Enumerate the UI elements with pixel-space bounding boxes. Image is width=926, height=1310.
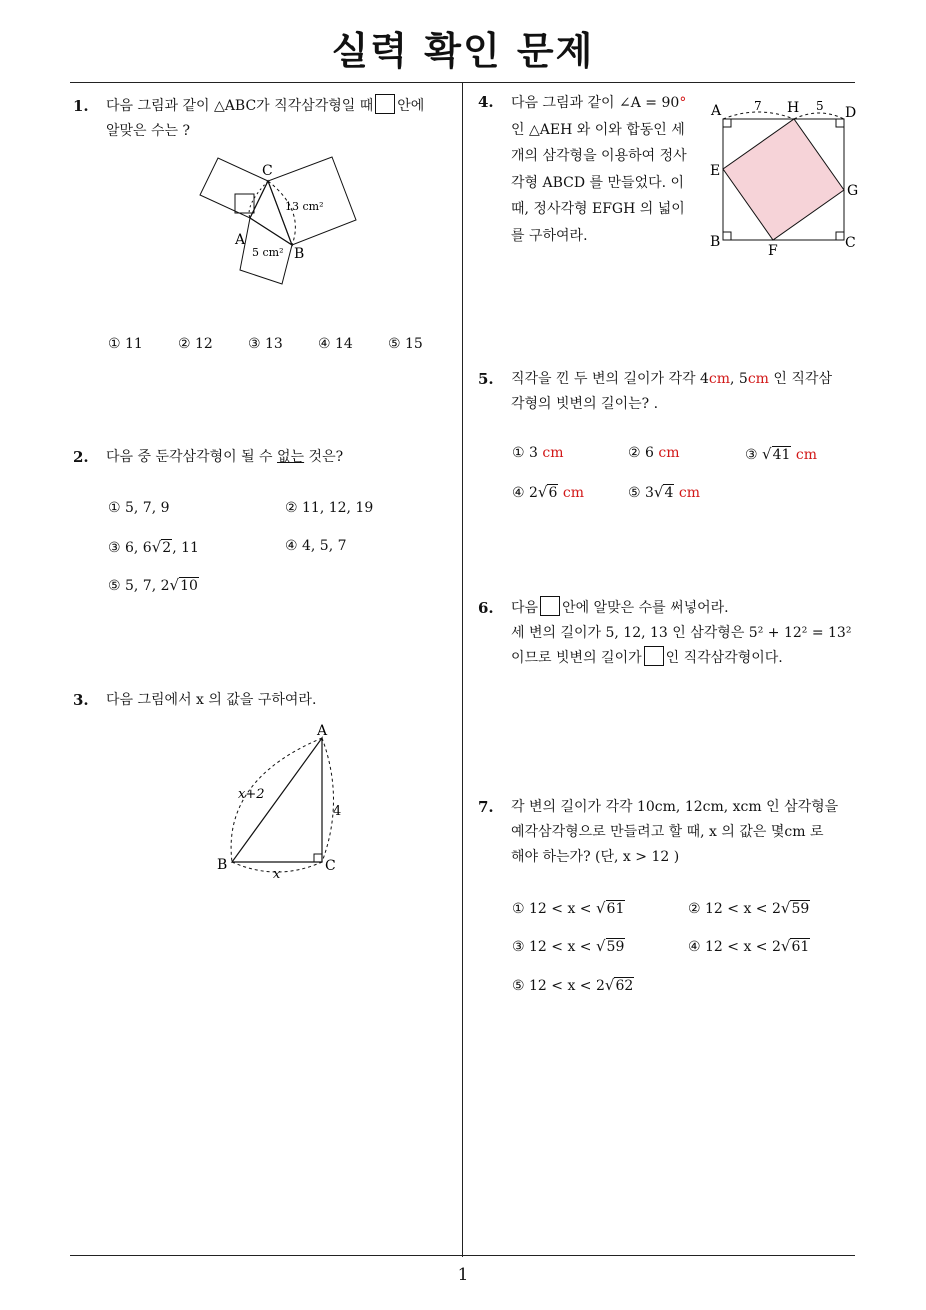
underlined-text: 없는 (277, 449, 305, 465)
q1-figure (195, 150, 365, 290)
label-c: C (325, 858, 336, 874)
label-a: A (317, 723, 328, 739)
question-4 (478, 90, 708, 249)
choice-1[interactable]: ① 3 cm (512, 445, 564, 461)
question-text: 세 변의 길이가 5, 12, 13 인 삼각형은 5² + 12² = 13² (511, 625, 852, 641)
question-text: 알맞은 수는 ? (106, 123, 191, 139)
question-1 (73, 94, 458, 144)
question-text: 다음 중 둔각삼각형이 될 수 (106, 449, 273, 465)
choice-1[interactable]: ① 12 < x < √61 (512, 899, 625, 917)
area-label-big: 13 cm² (285, 200, 324, 213)
page-title: 실력 확인 문제 (331, 29, 595, 73)
question-7 (478, 795, 863, 870)
label-hyp: x+2 (238, 787, 265, 802)
answer-box (644, 646, 664, 666)
question-text: 예각삼각형으로 만들려고 할 때, x 의 값은 몇cm 로 (511, 824, 824, 840)
answer-box (540, 596, 560, 616)
choice-2[interactable]: ② 12 < x < 2√59 (688, 899, 810, 917)
right-angle-mark (723, 232, 731, 240)
right-angle-mark (836, 232, 844, 240)
answer-box (235, 194, 254, 213)
square-on-ca (200, 158, 268, 218)
choice-3[interactable]: ③ 12 < x < √59 (512, 937, 625, 955)
label-h: H (787, 100, 800, 116)
q3-figure (210, 720, 350, 885)
page-number: 1 (457, 1265, 469, 1285)
question-number: 7. (478, 798, 494, 816)
question-text: 각형의 빗변의 길이는? . (511, 396, 659, 412)
right-angle-mark (314, 854, 322, 862)
question-text: 각 변의 길이가 각각 10cm, 12cm, xcm 인 삼각형을 (511, 799, 839, 815)
choice-4[interactable]: ④ 4, 5, 7 (285, 538, 347, 554)
degree-mark: ° (679, 95, 687, 111)
choice-4[interactable]: ④ 14 (318, 336, 353, 352)
label-f: F (768, 243, 778, 259)
choice-5[interactable]: ⑤ 12 < x < 2√62 (512, 976, 634, 994)
q4-figure (705, 95, 865, 260)
segment-label-5: 5 (816, 99, 824, 113)
question-number: 4. (478, 93, 494, 111)
question-5: 5. 직각을 낀 두 변의 길이가 각각 4cm, 5cm 인 직각삼 각형의 빗변의 길이는? . (478, 367, 863, 417)
question-text: 인 △AEH 와 이와 합동인 세 (511, 121, 685, 138)
choice-5[interactable]: ⑤ 5, 7, 2√10 (108, 576, 198, 594)
question-text: 해야 하는가? (단, x > 12 ) (511, 849, 680, 865)
choice-3[interactable]: ③ 6, 6√2, 11 (108, 538, 199, 556)
answer-box (375, 94, 395, 114)
label-c: C (262, 163, 273, 179)
dashed-arc-5 (794, 113, 844, 119)
question-text: 다음 그림과 같이 ∠A = 90 (511, 95, 680, 111)
choice-1[interactable]: ① 11 (108, 336, 143, 352)
choice-2[interactable]: ② 11, 12, 19 (285, 500, 374, 516)
label-base: x (273, 867, 281, 882)
column-divider (462, 82, 463, 1257)
segment-label-7: 7 (754, 99, 762, 113)
choice-1[interactable]: ① 5, 7, 9 (108, 500, 170, 516)
question-text: 직각을 낀 두 변의 길이가 각각 4 (511, 371, 709, 387)
question-text: 다음 그림에서 x 의 값을 구하여라. (106, 692, 317, 708)
bottom-rule (70, 1255, 855, 1256)
question-3 (73, 688, 458, 713)
choice-5[interactable]: ⑤ 3√4 cm (628, 483, 700, 501)
label-b: B (217, 857, 228, 873)
choice-2[interactable]: ② 12 (178, 336, 213, 352)
right-angle-mark (836, 119, 844, 127)
question-text: 것은? (308, 449, 344, 465)
question-number: 5. (478, 370, 494, 388)
label-e: E (710, 163, 721, 179)
question-number: 3. (73, 691, 89, 709)
question-text: 개의 삼각형을 이용하여 정사 (511, 148, 687, 164)
choice-4[interactable]: ④ 12 < x < 2√61 (688, 937, 810, 955)
label-side: 4 (333, 804, 342, 819)
question-number: 2. (73, 448, 89, 466)
dashed-arc-side (322, 738, 334, 862)
choice-2[interactable]: ② 6 cm (628, 445, 680, 461)
square-efgh (723, 119, 844, 240)
area-label-small: 5 cm² (252, 246, 284, 259)
choice-3[interactable]: ③ √41 cm (745, 445, 817, 463)
question-number: 6. (478, 599, 494, 617)
choice-5[interactable]: ⑤ 15 (388, 336, 423, 352)
question-text: 다음 그림과 같이 △ABC가 직각삼각형일 때 (106, 98, 374, 114)
label-d: D (845, 105, 857, 121)
question-text: 안에 (397, 98, 425, 114)
label-b: B (710, 234, 721, 250)
question-text: 각형 ABCD 를 만들었다. 이 (511, 174, 685, 191)
choice-3[interactable]: ③ 13 (248, 336, 283, 352)
dashed-arc-7 (723, 112, 794, 119)
label-a: A (235, 232, 246, 248)
label-g: G (847, 183, 859, 199)
unit: cm (708, 371, 731, 387)
label-a: A (711, 103, 722, 119)
label-c: C (845, 235, 856, 251)
question-text: 를 구하여라. (511, 227, 588, 244)
label-b: B (294, 246, 305, 262)
question-text: 때, 정사각형 EFGH 의 넓이 (511, 201, 685, 217)
right-angle-mark (723, 119, 731, 127)
triangle-abc (250, 181, 292, 245)
unit: cm (747, 371, 769, 387)
question-number: 1. (73, 97, 89, 115)
question-2 (73, 445, 458, 470)
choice-4[interactable]: ④ 2√6 cm (512, 483, 584, 501)
question-6: 6. 다음 안에 알맞은 수를 써넣어라. 세 변의 길이가 5, 12, 13 인 삼각형은 5² + 12² = 13² 이므로 빗변의 길이가 인 직각삼각형이다. (478, 596, 863, 671)
